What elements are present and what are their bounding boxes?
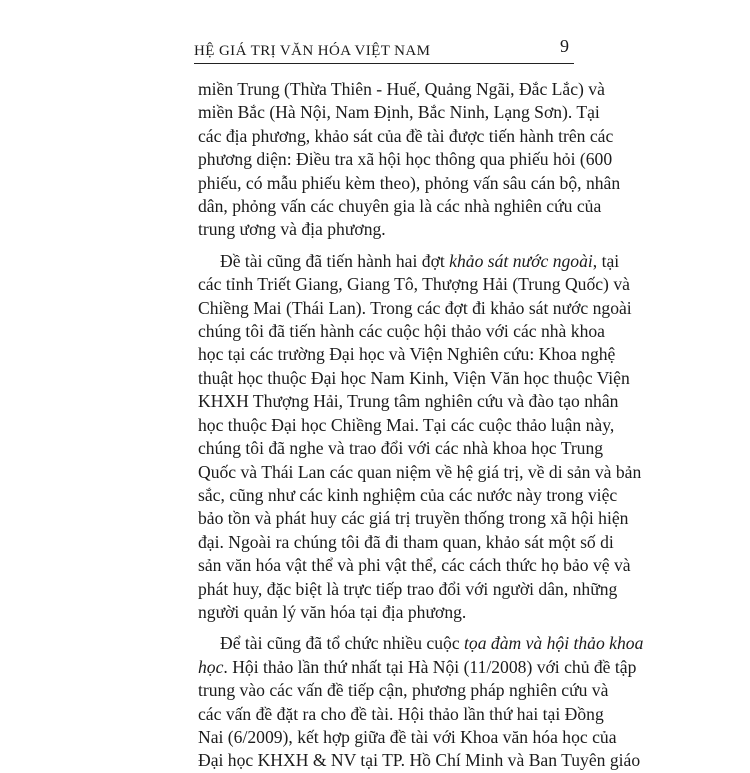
text-line: thuật học thuộc Đại học Nam Kinh, Viện Văn học thuộc Viện: [198, 367, 630, 388]
text-run: Đề tài cũng đã tiến hành hai đợt: [220, 250, 450, 271]
text-line: chúng tôi đã nghe và trao đổi với các nhà khoa học Trung: [198, 438, 604, 459]
text-line: Chiềng Mai (Thái Lan). Trong các đợt đi khảo sát nước ngoài: [198, 297, 632, 318]
text-line: các tỉnh Triết Giang, Giang Tô, Thượng Hải (Trung Quốc) và: [198, 274, 630, 295]
text-line: Đại học KHXH & NV tại TP. Hồ Chí Minh và Ban Tuyên giáo: [198, 750, 641, 771]
text-line: sắc, cũng như các kinh nghiệm của các nước này trong việc: [198, 484, 618, 505]
text-line: miền Trung (Thừa Thiên - Huế, Quảng Ngãi, Đắc Lắc) và: [198, 79, 605, 99]
text-line: dân, phỏng vấn các chuyên gia là các nhà nghiên cứu của: [198, 196, 602, 217]
text-line: bảo tồn và phát huy các giá trị truyền thống trong xã hội hiện: [198, 508, 629, 529]
italic-phrase: tọa đàm và hội thảo khoa: [464, 633, 644, 654]
text-line: KHXH Thượng Hải, Trung tâm nghiên cứu và đào tạo nhân: [198, 391, 619, 412]
text-line: [198, 250, 620, 273]
text-line: trung vào các vấn đề tiếp cận, phương pháp nghiên cứu và: [198, 680, 609, 701]
text-line: sản văn hóa vật thể và phi vật thể, các cách thức họ bảo vệ và: [198, 555, 631, 576]
page-number: 9: [560, 36, 569, 56]
text-line: đại. Ngoài ra chúng tôi đã đi tham quan, khảo sát một số di: [198, 531, 614, 552]
text-line: chúng tôi đã tiến hành các cuộc hội thảo với các nhà khoa: [198, 321, 605, 342]
running-title: HỆ GIÁ TRỊ VĂN HÓA VIỆT NAM: [194, 43, 431, 59]
text-line: trung ương và địa phương.: [198, 219, 386, 240]
italic-phrase: học: [198, 656, 224, 677]
text-run: , tại: [592, 250, 620, 271]
text-line: người quản lý văn hóa tại địa phương.: [198, 601, 467, 622]
text-line: phát huy, đặc biệt là trực tiếp trao đổi với người dân, những: [198, 578, 618, 599]
text-run: Để tài cũng đã tổ chức nhiều cuộc: [220, 633, 465, 654]
text-line: Quốc và Thái Lan các quan niệm về hệ giá trị, về di sản và bản: [198, 461, 642, 482]
text-line: phương diện: Điều tra xã hội học thông qua phiếu hỏi (600: [198, 149, 613, 170]
text-line: học tại các trường Đại học và Viện Nghiên cứu: Khoa nghệ: [198, 344, 616, 365]
italic-phrase: khảo sát nước ngoài: [449, 250, 593, 271]
text-line: học thuộc Đại học Chiềng Mai. Tại các cuộc thảo luận này,: [198, 414, 615, 435]
paragraph-1: [198, 78, 621, 242]
text-line: các địa phương, khảo sát của đề tài được tiến hành trên các: [198, 125, 614, 146]
paragraph-2: [198, 250, 642, 625]
text-line: [198, 632, 644, 655]
text-run: . Hội thảo lần thứ nhất tại Hà Nội (11/2008) với chủ đề tập: [223, 656, 637, 677]
text-line: các vấn đề đặt ra cho đề tài. Hội thảo lần thứ hai tại Đồng: [198, 703, 604, 724]
body-text: [198, 78, 644, 773]
paragraph-3: [198, 632, 644, 772]
text-line: Nai (6/2009), kết hợp giữa đề tài với Khoa văn hóa học của: [198, 726, 617, 747]
text-line: [198, 656, 637, 679]
text-line: miền Bắc (Hà Nội, Nam Định, Bắc Ninh, Lạng Sơn). Tại: [198, 102, 600, 123]
text-line: phiếu, có mẫu phiếu kèm theo), phỏng vấn sâu cán bộ, nhân: [198, 172, 621, 193]
running-header: [194, 35, 574, 64]
